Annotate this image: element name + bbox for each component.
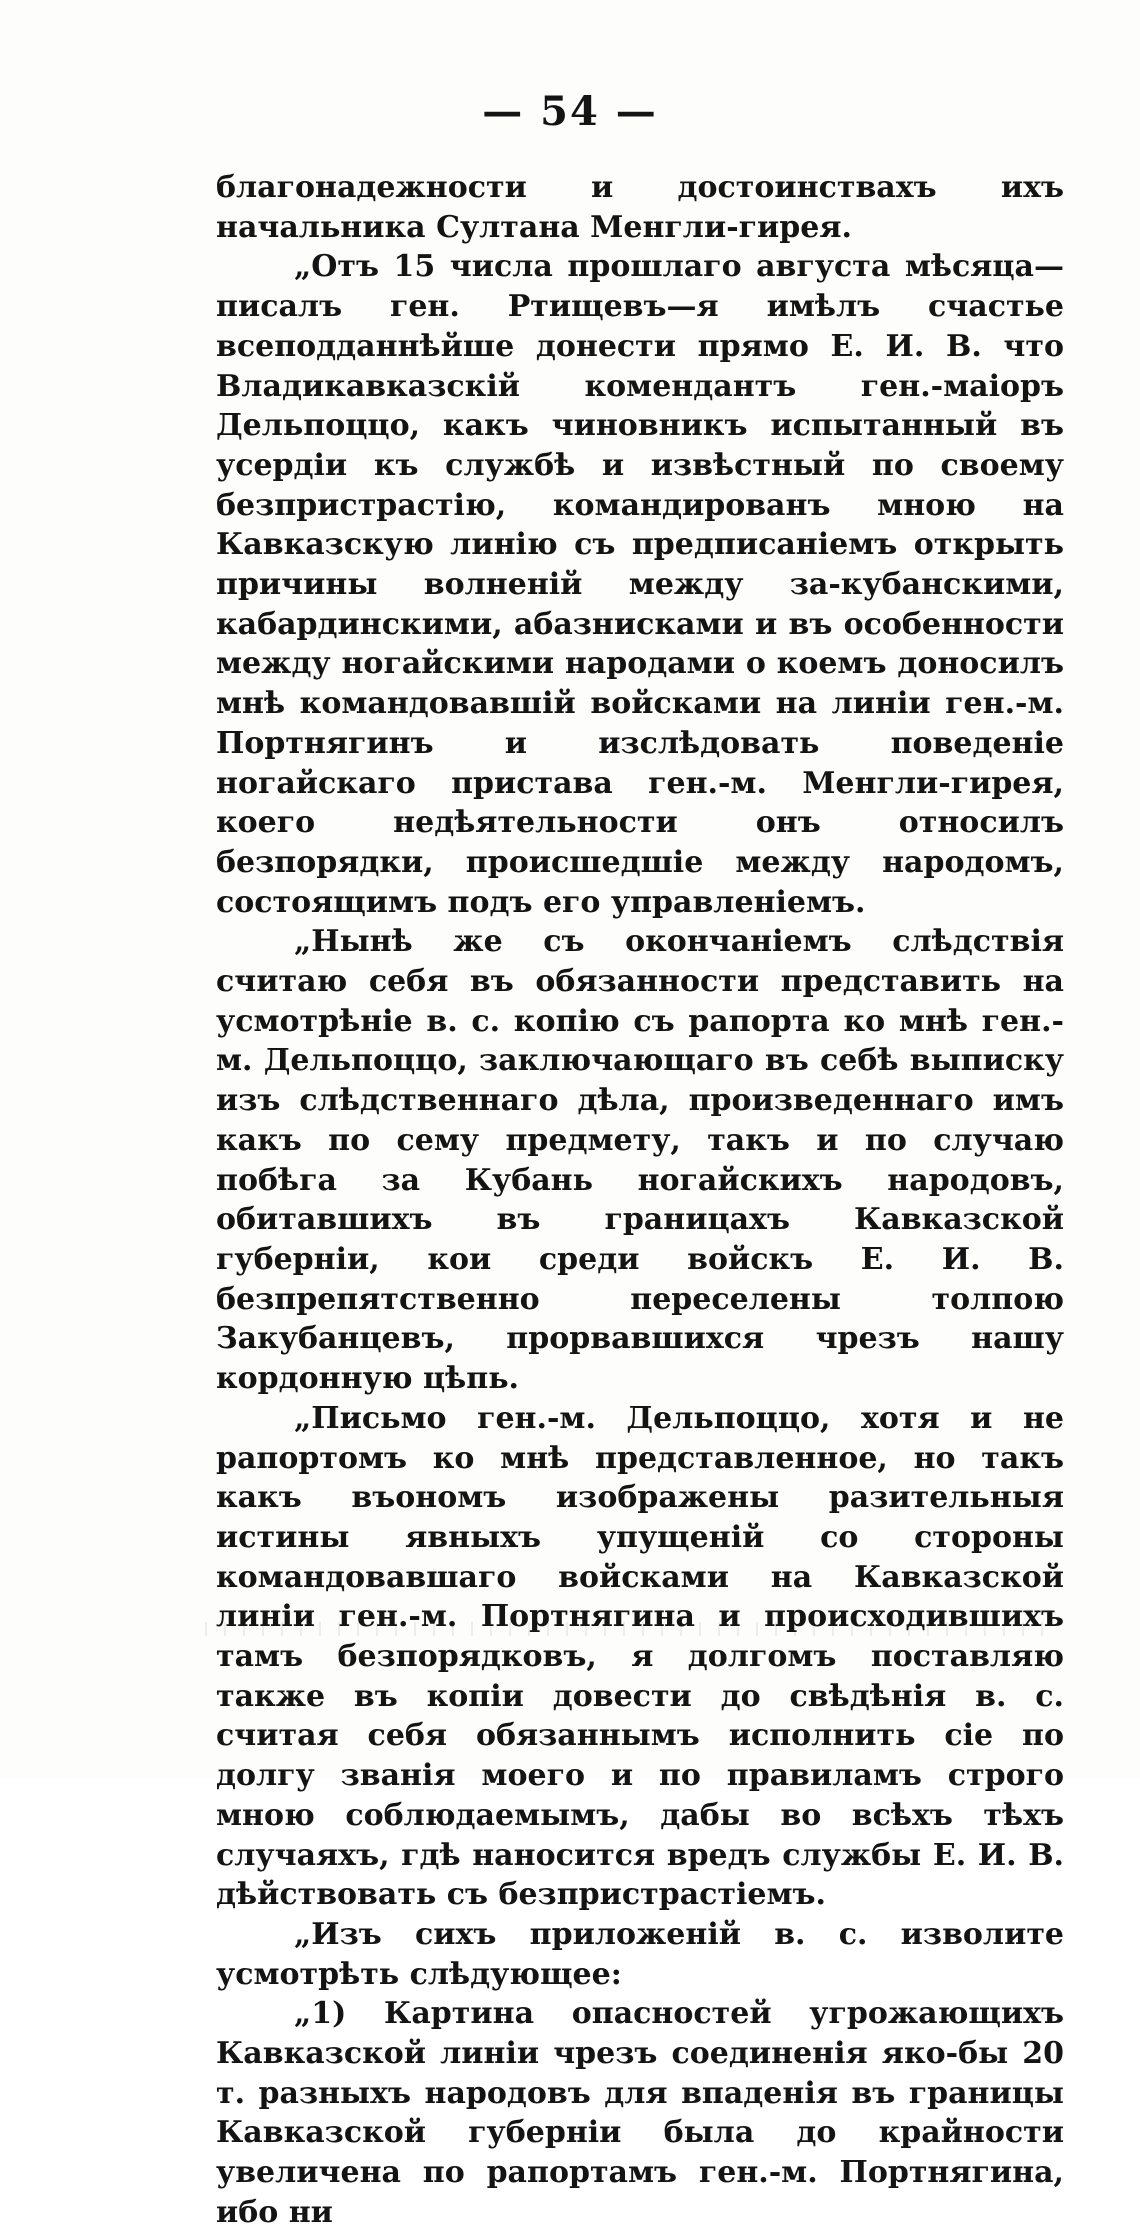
paragraph: „1) Картина опасностей угрожающихъ Кавказской линіи чрезъ соединенія яко-бы 20 т. разныхъ народовъ для впаденія въ границы Кавказской губерніи была до крайности увеличена по рапортамъ ген.-м. Портнягина, ибо ни xyxy=(216,1996,1064,2230)
body-text xyxy=(216,168,1064,2233)
paragraph: „Нынѣ же съ окончаніемъ слѣдствія считаю себя въ обязанности представить на усмотрѣніе в. с. копію съ рапорта ко мнѣ ген.-м. Дельпоццо, заключающаго въ себѣ выписку изъ слѣдственнаго дѣла, произведеннаго имъ какъ по сему предмету, такъ и по случаю побѣга за Кубань ногайскихъ народовъ, обитавшихъ въ границахъ Кавказской губерніи, кои среди войскъ Е. И. В. безпрепятственно переселены толпою Закубанцевъ, прорвавшихся чрезъ нашу кордонную цѣпь. xyxy=(216,924,1064,1397)
paragraph: „Изъ сихъ приложеній в. с. изволите усмотрѣть слѣдующее: xyxy=(216,1916,1064,1992)
paragraph: „Отъ 15 числа прошлаго августа мѣсяца—писалъ ген. Ртищевъ—я имѣлъ счастье всеподданнѣйше донести прямо Е. И. В. что Владикавказскій комендантъ ген.-маіоръ Дельпоццо, какъ чиновникъ испытанный въ усердіи къ службѣ и извѣстный по своему безпристрастію, командированъ мною на Кавказскую линію съ предписаніемъ открыть причины волненій между за-кубанскими, кабардинскими, абазнисками и въ особенности между ногайскими народами о коемъ доносилъ мнѣ командовавшій войсками на линіи ген.-м. Портнягинъ и изслѣдовать поведеніе ногайскаго пристава ген.-м. Менгли-гирея, коего недѣятельности онъ относилъ безпорядки, происшедшіе между народомъ, состоящимъ подъ его управленіемъ. xyxy=(216,249,1064,920)
paragraph: „Письмо ген.-м. Дельпоццо, хотя и не рапортомъ ко мнѣ представленное, но такъ какъ въономъ изображены разительныя истины явныхъ упущеній со стороны командовавшаго войсками на Кавказской линіи ген.-м. Портнягина и происходившихъ тамъ безпорядковъ, я долгомъ поставляю также въ копіи довести до свѣдѣнія в. с. считая себя обязаннымъ исполнить сіе по долгу званія моего и по правиламъ строго мною соблюдаемымъ, дабы во всѣхъ тѣхъ случаяхъ, гдѣ наносится вредъ службы Е. И. В. дѣйствовать съ безпристрастіемъ. xyxy=(216,1400,1064,1913)
paragraph-continuation: благонадежности и достоинствахъ ихъ начальника Султана Менгли-гирея. xyxy=(216,170,1064,245)
scan-noise xyxy=(205,1622,1045,1636)
page-number: — 54 — xyxy=(482,88,658,135)
